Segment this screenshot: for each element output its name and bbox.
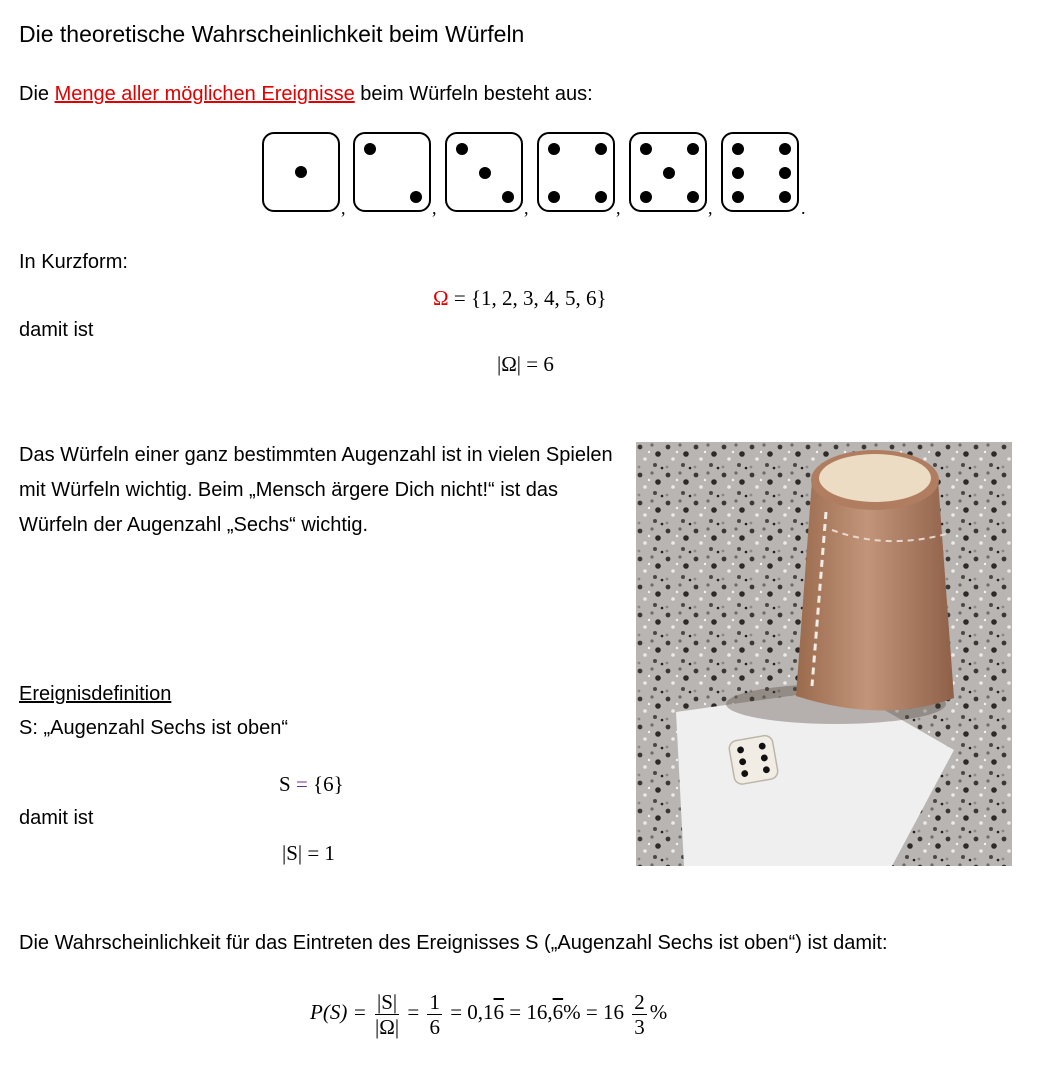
pip <box>548 191 560 203</box>
frac3-den: 3 <box>634 1014 645 1039</box>
pip <box>779 191 791 203</box>
intro-suffix: beim Würfeln besteht aus: <box>354 83 593 105</box>
die-face-3 <box>445 132 523 212</box>
dice-separator: , <box>524 198 529 218</box>
die-face-5 <box>629 132 707 212</box>
eq2-pre: = 0,1 <box>450 1000 494 1024</box>
s-size-formula: |S| = 1 <box>282 841 335 865</box>
intro-prefix: Die <box>19 83 55 105</box>
pip <box>779 143 791 155</box>
eq3-pre: = 16, <box>504 1000 553 1024</box>
fraction-s-over-omega <box>375 990 399 1039</box>
ereignis-heading: Ereignisdefinition <box>19 683 172 705</box>
die-face-4 <box>537 132 615 212</box>
fraction-one-sixth <box>427 990 442 1039</box>
pip <box>295 166 307 178</box>
fraction-two-thirds <box>632 990 647 1039</box>
pip <box>640 143 652 155</box>
photo-illustration <box>636 442 1012 866</box>
s-set-formula <box>279 772 344 796</box>
dice-cup-photo <box>636 442 1012 866</box>
die-face-6 <box>721 132 799 212</box>
frac3-num: 2 <box>634 989 645 1014</box>
dice-separator: , <box>616 198 621 218</box>
eq2-bar-digit: 6 <box>493 1000 505 1024</box>
intro-paragraph: Das Würfeln einer ganz bestimmten Augenzahl ist in vielen Spielen mit Würfeln wichtig. Beim „Mensch ärgere Dich nicht!“ ist das Würfeln der Augenzahl „Sechs“ wichtig. <box>19 444 613 536</box>
pip <box>364 143 376 155</box>
pip <box>732 167 744 179</box>
probability-sentence: Die Wahrscheinlichkeit für das Eintreten des Ereignisses S („Augenzahl Sechs ist oben“) ist damit: <box>19 932 888 954</box>
frac2-num: 1 <box>429 989 440 1014</box>
s-set-equals: = <box>290 772 314 796</box>
pip <box>410 191 422 203</box>
pip <box>595 143 607 155</box>
s-set-rhs: {6} <box>313 772 344 796</box>
pip <box>640 191 652 203</box>
p-lhs: P(S) = <box>310 1000 367 1024</box>
eq3-post: % = 16 <box>563 1000 624 1024</box>
menge-link[interactable]: Menge aller möglichen Ereignisse <box>54 83 355 105</box>
pip <box>779 167 791 179</box>
pip <box>595 191 607 203</box>
pip <box>687 191 699 203</box>
pip <box>548 143 560 155</box>
small-die <box>728 734 779 785</box>
frac1-num: |S| <box>377 989 398 1014</box>
damit-ist-label: damit ist <box>19 319 94 341</box>
ereignis-definition: S: „Augenzahl Sechs ist oben“ <box>19 717 289 739</box>
pip <box>456 143 468 155</box>
dice-separator: , <box>341 198 346 218</box>
s-set-lhs: S <box>279 772 291 796</box>
intro-line <box>19 82 593 106</box>
dice-separator: , <box>432 198 437 218</box>
kurzform-label: In Kurzform: <box>19 251 128 273</box>
dice-end-period: . <box>801 198 806 218</box>
probability-formula <box>310 984 667 1044</box>
pip <box>732 143 744 155</box>
eq3-bar-digit: 6 <box>552 1000 564 1024</box>
pip <box>663 167 675 179</box>
die-face-1 <box>262 132 340 212</box>
percent-sign: % <box>649 1000 668 1024</box>
dice-separator: , <box>708 198 713 218</box>
eq1: = <box>407 1000 420 1024</box>
omega-set-formula <box>433 286 607 310</box>
frac2-den: 6 <box>429 1014 440 1039</box>
frac1-den: |Ω| <box>375 1014 400 1039</box>
pip <box>479 167 491 179</box>
page-title: Die theoretische Wahrscheinlichkeit beim Würfeln <box>19 21 525 47</box>
omega-symbol: Ω <box>433 286 449 310</box>
omega-set-rest: = {1, 2, 3, 4, 5, 6} <box>448 286 607 310</box>
omega-size-formula: |Ω| = 6 <box>497 352 554 376</box>
pip <box>732 191 744 203</box>
damit-ist-label-2: damit ist <box>19 807 94 829</box>
pip <box>502 191 514 203</box>
pip <box>687 143 699 155</box>
die-face-2 <box>353 132 431 212</box>
dice-row <box>262 132 822 222</box>
